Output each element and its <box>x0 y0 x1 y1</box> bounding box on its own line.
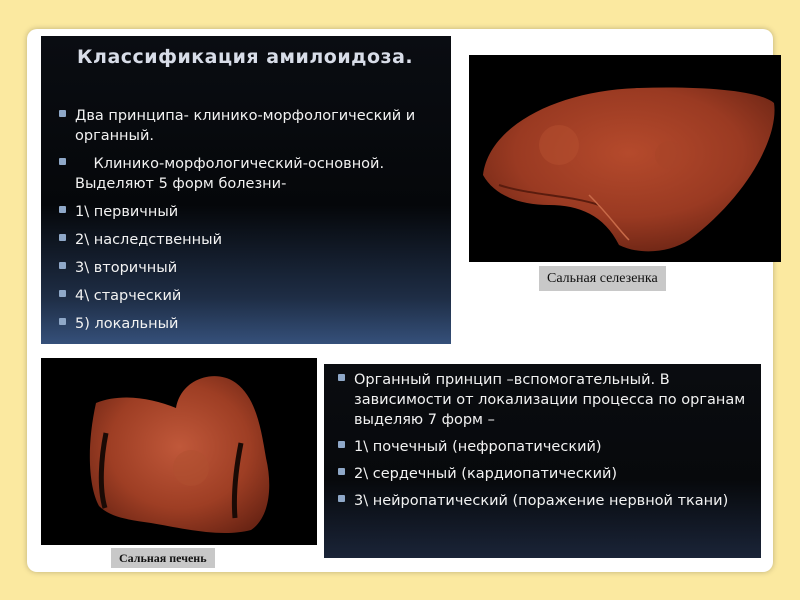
organ-classification-panel <box>324 364 761 558</box>
list-item: 4\ старческий <box>57 286 447 306</box>
list-item: 1\ первичный <box>57 202 447 222</box>
bullet-icon <box>59 206 66 213</box>
spleen-caption: Сальная селезенка <box>539 266 666 291</box>
bullet-icon <box>59 290 66 297</box>
bullet-icon <box>59 262 66 269</box>
slide-title: Классификация амилоидоза. <box>77 46 414 68</box>
list-item: Органный принцип –вспомогательный. В зависимости от локализации процесса по органам выделяю 7 форм – <box>336 370 754 430</box>
list-item: 5) локальный <box>57 314 447 334</box>
list-item: 1\ почечный (нефропатический) <box>336 437 754 457</box>
list-item: Клинико-морфологический-основной. Выделяют 5 форм болезни- <box>57 154 447 194</box>
liver-image <box>41 358 317 545</box>
liver-photo <box>41 358 317 545</box>
bullet-icon <box>59 110 66 117</box>
spleen-image <box>469 55 781 262</box>
bullet-icon <box>338 441 345 448</box>
bullet-icon <box>59 234 66 241</box>
classification-list <box>57 106 447 342</box>
bullet-icon <box>338 468 345 475</box>
organ-classification-list <box>336 370 754 518</box>
list-item: 2\ наследственный <box>57 230 447 250</box>
list-item: 2\ сердечный (кардиопатический) <box>336 464 754 484</box>
liver-caption: Сальная печень <box>111 548 215 568</box>
bullet-icon <box>338 495 345 502</box>
bullet-icon <box>59 158 66 165</box>
bullet-icon <box>59 318 66 325</box>
list-item: 3\ нейропатический (поражение нервной ткани) <box>336 491 754 511</box>
bullet-icon <box>338 374 345 381</box>
spleen-photo <box>469 55 781 262</box>
list-item: 3\ вторичный <box>57 258 447 278</box>
list-item: Два принципа- клинико-морфологический и органный. <box>57 106 447 146</box>
classification-panel <box>41 36 451 344</box>
